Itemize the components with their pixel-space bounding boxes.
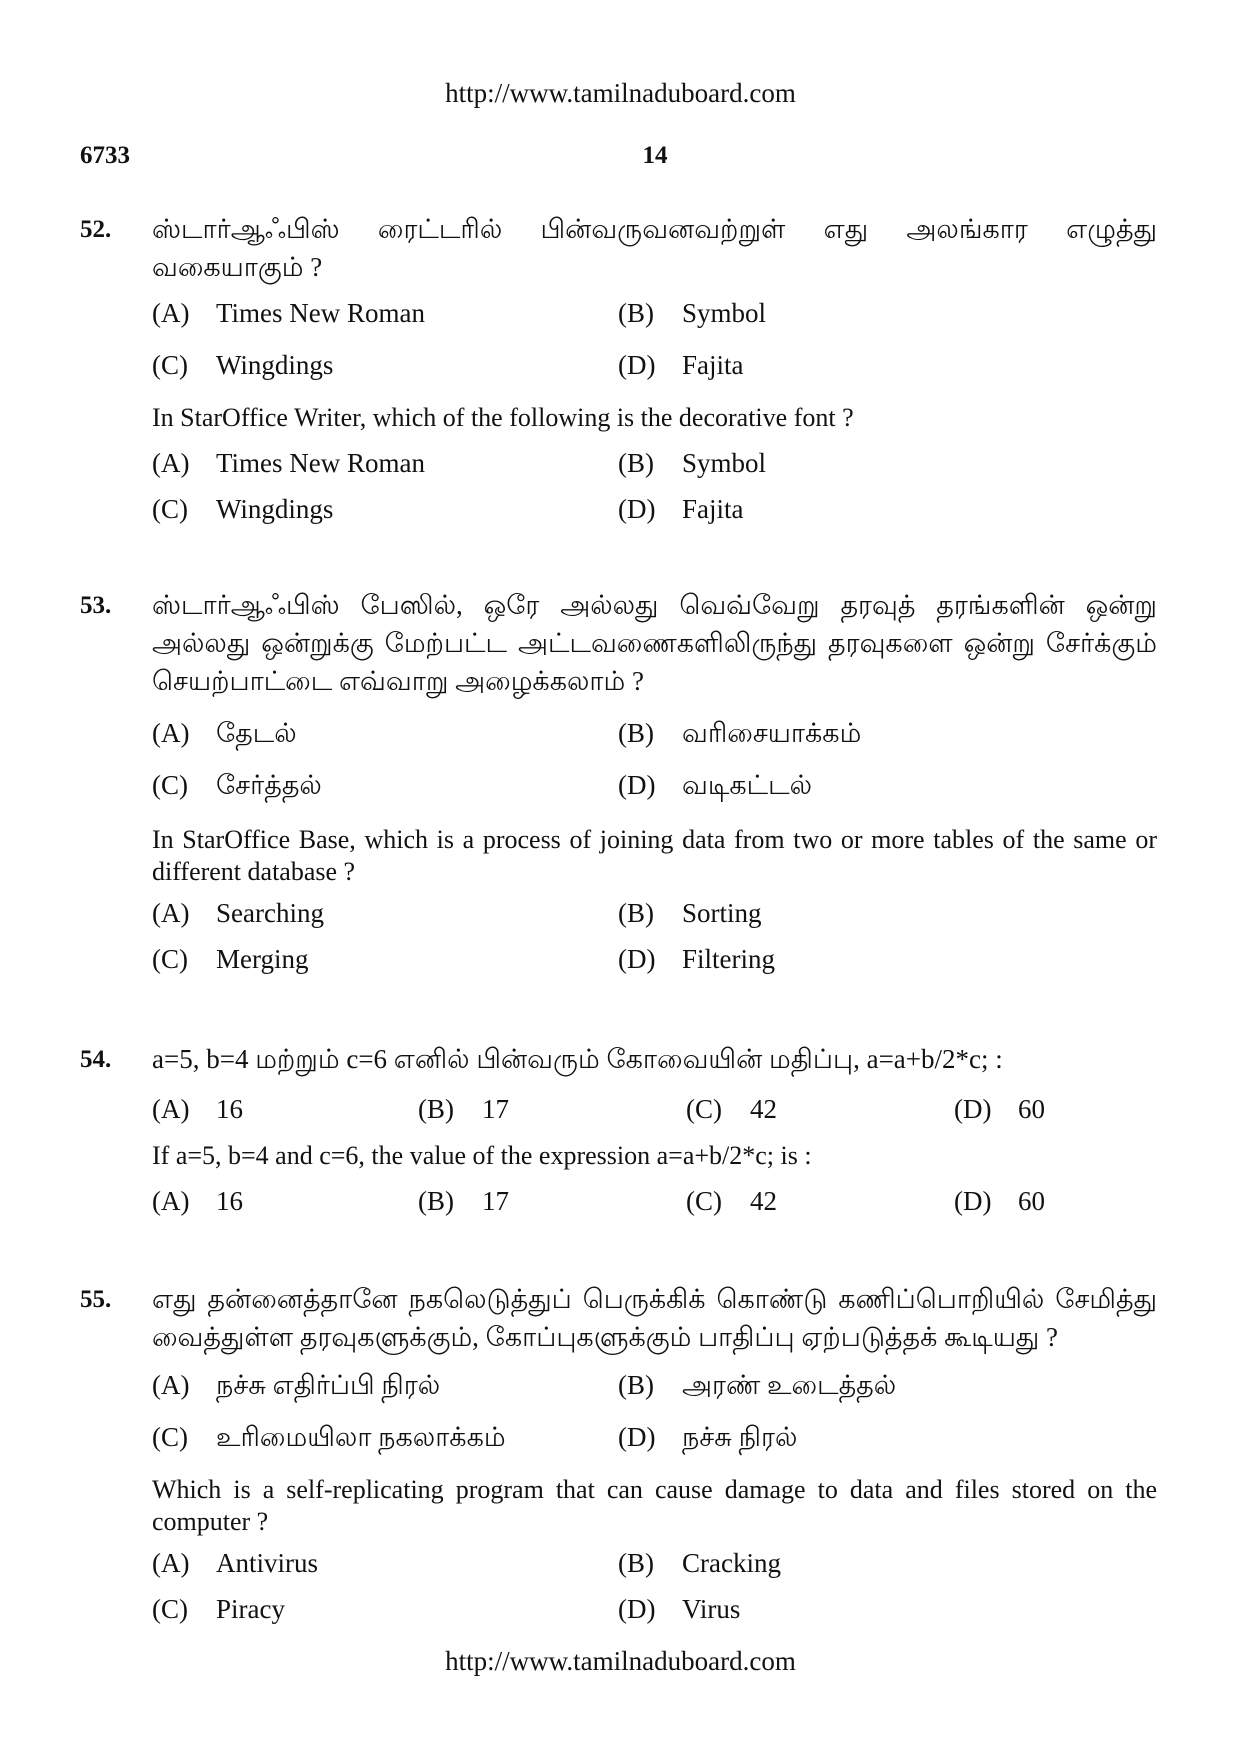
option-label: (C) [152, 770, 188, 800]
option-text: 16 [216, 1094, 243, 1124]
option-label: (B) [418, 1094, 454, 1124]
option-d-english [618, 1594, 740, 1625]
option-text: சேர்த்தல் [216, 770, 322, 800]
option-b-english [618, 1548, 781, 1579]
option-text: Cracking [682, 1548, 781, 1578]
option-label: (A) [152, 1370, 190, 1400]
option-text: Symbol [682, 448, 767, 478]
option-label: (A) [152, 1094, 190, 1124]
question-text-english: In StarOffice Writer, which of the following is the decorative font ? [152, 403, 854, 432]
option-text: Filtering [682, 944, 775, 974]
option-c-english [152, 944, 309, 975]
option-text: 17 [482, 1186, 509, 1216]
question-text-tamil: ஸ்டார்ஆஃபிஸ் ரைட்டரில் பின்வருவனவற்றுள் எது அலங்கார எழுத்து வகையாகும் ? [152, 214, 1157, 282]
option-text: Fajita [682, 350, 744, 380]
option-d-tamil [618, 1422, 797, 1457]
option-a-tamil [152, 718, 297, 753]
option-label: (D) [618, 944, 656, 974]
option-a-english [152, 898, 324, 929]
option-a-tamil [152, 1094, 243, 1125]
question-number: 55. [80, 1286, 112, 1313]
option-label: (B) [418, 1186, 454, 1216]
option-b-tamil [618, 1370, 896, 1405]
option-text: வடிகட்டல் [682, 770, 812, 800]
option-b-tamil [618, 718, 861, 753]
option-text: 60 [1018, 1186, 1045, 1216]
option-a-english [152, 1186, 243, 1217]
option-text: Wingdings [216, 494, 334, 524]
option-b-english [618, 448, 766, 479]
question-text-english: In StarOffice Base, which is a process of joining data from two or more tables of the same or different database ? [152, 825, 1157, 886]
option-label: (D) [618, 1594, 656, 1624]
option-b-tamil [418, 1094, 509, 1125]
option-c-english [686, 1186, 777, 1217]
option-label: (B) [618, 1370, 654, 1400]
option-text: Merging [216, 944, 309, 974]
option-label: (B) [618, 298, 654, 328]
option-text: உரிமையிலா நகலாக்கம் [216, 1422, 506, 1452]
option-label: (C) [686, 1186, 722, 1216]
option-text: Searching [216, 898, 324, 928]
question-text-tamil: a=5, b=4 மற்றும் c=6 எனில் பின்வரும் கோவையின் மதிப்பு, a=a+b/2*c; : [152, 1044, 1003, 1074]
option-label: (D) [954, 1094, 992, 1124]
question-number: 53. [80, 592, 112, 619]
option-c-english [152, 1594, 285, 1625]
page-number: 14 [642, 142, 668, 169]
option-text: Sorting [682, 898, 762, 928]
option-c-tamil [686, 1094, 777, 1125]
question-text-english: Which is a self-replicating program that can cause damage to data and files stored on the computer ? [152, 1475, 1157, 1536]
option-label: (A) [152, 1548, 190, 1578]
option-label: (B) [618, 898, 654, 928]
option-d-english [618, 944, 775, 975]
option-text: 42 [750, 1186, 777, 1216]
question-text-tamil: ஸ்டார்ஆஃபிஸ் பேஸில், ஒரே அல்லது வெவ்வேறு தரவுத் தரங்களின் ஒன்று அல்லது ஒன்றுக்கு மேற்பட்ட அட்டவணைகளிலிருந்து தரவுகளை ஒன்று சேர்க்கும் செயற்பாட்டை எவ்வாறு அழைக்கலாம் ? [152, 590, 1157, 696]
option-label: (C) [152, 944, 188, 974]
booklet-code: 6733 [80, 142, 130, 169]
option-text: 42 [750, 1094, 777, 1124]
option-text: Virus [682, 1594, 741, 1624]
option-label: (C) [152, 1594, 188, 1624]
option-text: நச்சு எதிர்ப்பி நிரல் [216, 1370, 441, 1400]
option-text: நச்சு நிரல் [682, 1422, 798, 1452]
option-d-tamil [618, 350, 744, 381]
option-text: 60 [1018, 1094, 1045, 1124]
option-text: Wingdings [216, 350, 334, 380]
option-b-english [418, 1186, 509, 1217]
option-text: 16 [216, 1186, 243, 1216]
header-url: http://www.tamilnaduboard.com [445, 78, 796, 108]
option-b-tamil [618, 298, 766, 329]
option-text: வரிசையாக்கம் [682, 718, 862, 748]
option-text: அரண் உடைத்தல் [682, 1370, 897, 1400]
option-label: (D) [954, 1186, 992, 1216]
option-a-tamil [152, 298, 425, 329]
option-d-english [618, 494, 744, 525]
option-label: (C) [152, 494, 188, 524]
footer-url: http://www.tamilnaduboard.com [445, 1646, 796, 1676]
option-label: (C) [686, 1094, 722, 1124]
question-number: 52. [80, 216, 112, 243]
option-label: (A) [152, 718, 190, 748]
option-text: Symbol [682, 298, 767, 328]
question-text-tamil: எது தன்னைத்தானே நகலெடுத்துப் பெருக்கிக் கொண்டு கணிப்பொறியில் சேமித்து வைத்துள்ள தரவுகளுக்கும், கோப்புகளுக்கும் பாதிப்பு ஏற்படுத்தக் கூடியது ? [152, 1284, 1157, 1352]
option-b-english [618, 898, 762, 929]
question-number: 54. [80, 1046, 112, 1073]
option-text: Times New Roman [216, 448, 426, 478]
option-c-tamil [152, 350, 333, 381]
option-a-tamil [152, 1370, 440, 1405]
option-a-english [152, 448, 425, 479]
option-label: (C) [152, 350, 188, 380]
option-label: (D) [618, 770, 656, 800]
option-c-tamil [152, 1422, 506, 1457]
option-label: (D) [618, 494, 656, 524]
option-c-english [152, 494, 333, 525]
question-text-english: If a=5, b=4 and c=6, the value of the expression a=a+b/2*c; is : [152, 1141, 812, 1170]
option-d-tamil [618, 770, 812, 805]
option-label: (D) [618, 1422, 656, 1452]
option-label: (A) [152, 898, 190, 928]
option-d-english [954, 1186, 1045, 1217]
option-label: (B) [618, 1548, 654, 1578]
option-label: (C) [152, 1422, 188, 1452]
option-c-tamil [152, 770, 322, 805]
option-label: (D) [618, 350, 656, 380]
option-label: (A) [152, 298, 190, 328]
option-label: (A) [152, 1186, 190, 1216]
option-text: தேடல் [216, 718, 297, 748]
option-d-tamil [954, 1094, 1045, 1125]
option-a-english [152, 1548, 318, 1579]
option-text: Antivirus [216, 1548, 319, 1578]
option-label: (A) [152, 448, 190, 478]
option-text: 17 [482, 1094, 509, 1124]
option-text: Fajita [682, 494, 744, 524]
option-label: (B) [618, 718, 654, 748]
option-text: Piracy [216, 1594, 285, 1624]
option-text: Times New Roman [216, 298, 426, 328]
option-label: (B) [618, 448, 654, 478]
